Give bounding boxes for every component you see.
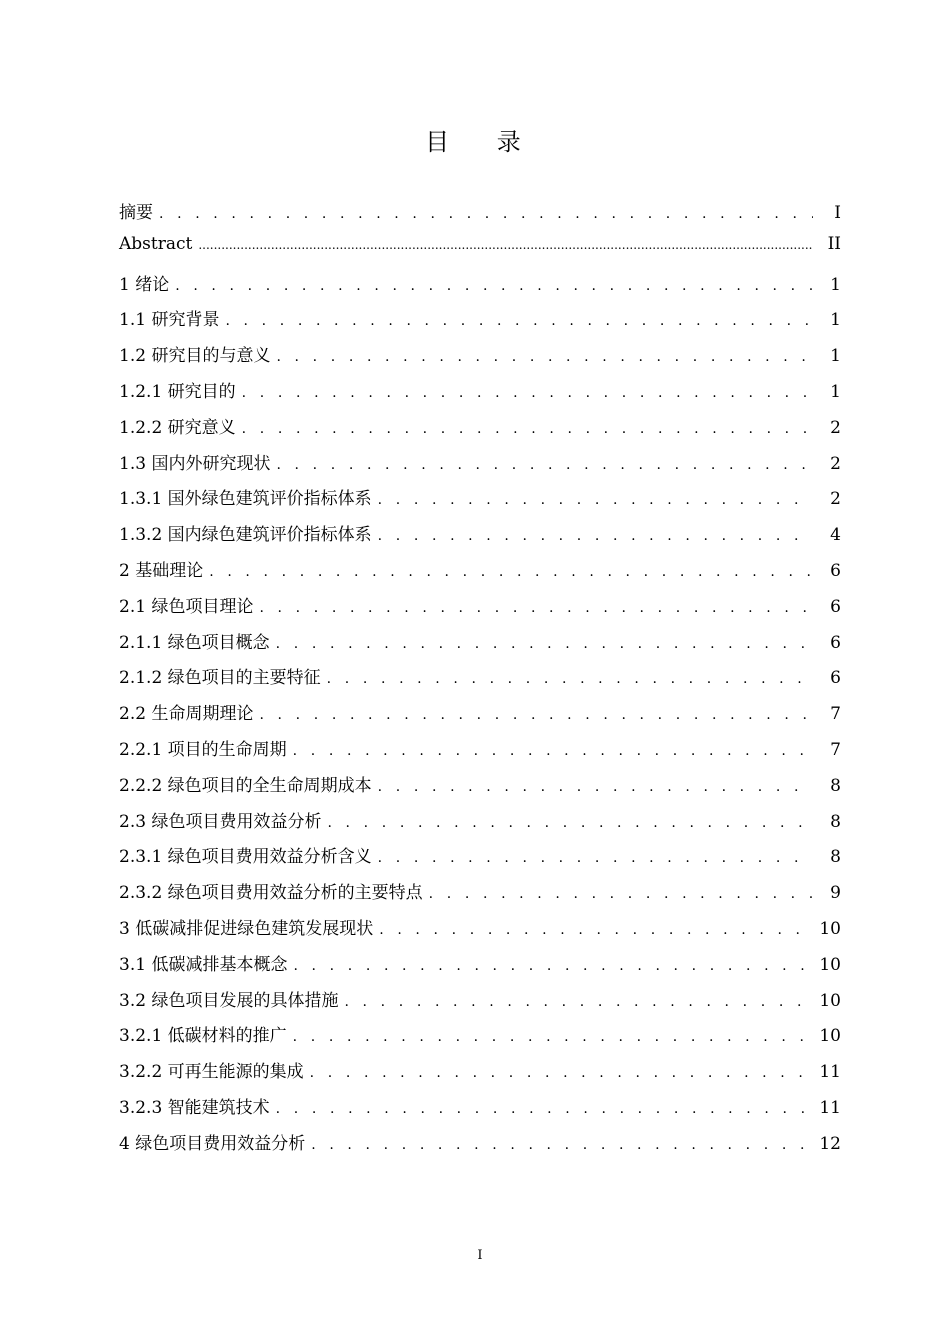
toc-entry[interactable]: [119, 1093, 841, 1129]
toc-dot-leader: [378, 779, 813, 795]
toc-entry-label: 3 低碳减排促进绿色建筑发展现状: [119, 918, 374, 939]
toc-entry[interactable]: [119, 377, 841, 413]
toc-entry-label: 4 绿色项目费用效益分析: [119, 1133, 306, 1154]
toc-entry-page-number: 1: [830, 346, 841, 367]
toc-dot-leader: [276, 457, 813, 473]
toc-dot-leader: [242, 385, 813, 401]
toc-dot-leader: [242, 421, 813, 437]
toc-entry[interactable]: [119, 305, 841, 341]
toc-entry[interactable]: [119, 842, 841, 878]
toc-entry-label: 1.3.2 国内绿色建筑评价指标体系: [119, 525, 372, 546]
toc-entry[interactable]: [119, 914, 841, 950]
toc-entry-label: 1.2.2 研究意义: [119, 417, 236, 438]
toc-dot-leader: [293, 958, 813, 974]
toc-dot-leader: [209, 564, 813, 580]
toc-entry[interactable]: [119, 735, 841, 771]
toc-dot-leader: [379, 922, 813, 938]
toc-dot-leader: [259, 600, 813, 616]
toc-entry-label: 2.2.2 绿色项目的全生命周期成本: [119, 775, 372, 796]
toc-dot-leader: [378, 528, 813, 544]
toc-entry-page-number: II: [827, 233, 841, 254]
toc-entry[interactable]: [119, 484, 841, 520]
toc-entry-page-number: 8: [830, 847, 841, 868]
toc-entry[interactable]: [119, 1129, 841, 1165]
toc-entry[interactable]: [119, 449, 841, 485]
toc-entry[interactable]: [119, 807, 841, 843]
toc-entry-page-number: 10: [819, 990, 841, 1011]
toc-entry-label: 3.2.1 低碳材料的推广: [119, 1026, 287, 1047]
toc-dot-leader: [198, 238, 813, 252]
toc-entry-page-number: 8: [830, 775, 841, 796]
toc-dot-leader: [378, 850, 813, 866]
toc-entry[interactable]: [119, 270, 841, 306]
toc-entry-label: 1.1 研究背景: [119, 310, 220, 331]
toc-entry[interactable]: [119, 341, 841, 377]
toc-dot-leader: [344, 994, 813, 1010]
toc-dot-leader: [276, 1101, 813, 1117]
toc-entry-page-number: 2: [830, 453, 841, 474]
page-title: 目 录: [425, 128, 541, 156]
toc-entry[interactable]: [119, 413, 841, 449]
toc-entry-label: Abstract: [119, 233, 193, 254]
toc-entry-label: 2.3 绿色项目费用效益分析: [119, 811, 322, 832]
toc-entry-label: 2.2.1 项目的生命周期: [119, 739, 287, 760]
toc-entry-page-number: 1: [830, 381, 841, 402]
toc-dot-leader: [310, 1065, 813, 1081]
toc-entry[interactable]: [119, 878, 841, 914]
toc-dot-leader: [293, 1029, 813, 1045]
toc-entry[interactable]: [119, 986, 841, 1022]
toc-entry[interactable]: [119, 592, 841, 628]
toc-entry-page-number: 1: [830, 310, 841, 331]
toc-entry-label: 2.3.1 绿色项目费用效益分析含义: [119, 847, 372, 868]
toc-entry-label: 摘要: [119, 203, 153, 223]
toc-entry-page-number: 6: [830, 632, 841, 653]
toc-dot-leader: [429, 886, 813, 902]
toc-entry[interactable]: [119, 556, 841, 592]
toc-entry-page-number: 4: [830, 525, 841, 546]
toc-entry-label: 3.1 低碳减排基本概念: [119, 954, 288, 975]
toc-dot-leader: [259, 707, 813, 723]
toc-dot-leader: [293, 743, 813, 759]
toc-dot-leader: [327, 671, 813, 687]
toc-entry-label: 1.3 国内外研究现状: [119, 453, 271, 474]
toc-entry-label: 2.1.1 绿色项目概念: [119, 632, 270, 653]
toc-dot-leader: [276, 349, 813, 365]
toc-dot-leader: [276, 636, 813, 652]
toc-entry-label: 2.1.2 绿色项目的主要特征: [119, 668, 321, 689]
toc-entry-page-number: 1: [830, 274, 841, 295]
toc-dot-leader: [159, 206, 813, 222]
toc-entry-label: 1 绪论: [119, 274, 170, 295]
toc-entry-label: 2.3.2 绿色项目费用效益分析的主要特点: [119, 883, 423, 904]
toc-entry-page-number: 6: [830, 596, 841, 617]
toc-entry[interactable]: [119, 1021, 841, 1057]
toc-entry-label: 2.1 绿色项目理论: [119, 596, 254, 617]
toc-entry-page-number: 10: [819, 918, 841, 939]
toc-entry[interactable]: [119, 198, 841, 234]
toc-entry-label: 2.2 生命周期理论: [119, 704, 254, 725]
toc-entry-label: 3.2 绿色项目发展的具体措施: [119, 990, 339, 1011]
toc-entry-page-number: 12: [819, 1133, 841, 1154]
toc-entry[interactable]: [119, 950, 841, 986]
toc-entry-label: 1.3.1 国外绿色建筑评价指标体系: [119, 489, 372, 510]
page-number-footer: I: [477, 1248, 483, 1263]
toc-entry-label: 3.2.3 智能建筑技术: [119, 1097, 270, 1118]
toc-entry-page-number: 10: [819, 954, 841, 975]
toc-entry-label: 3.2.2 可再生能源的集成: [119, 1062, 304, 1083]
toc-entry-page-number: 6: [830, 560, 841, 581]
toc-entry-page-number: 6: [830, 668, 841, 689]
toc-dot-leader: [311, 1137, 813, 1153]
toc-entry-page-number: 7: [830, 704, 841, 725]
toc-entry-page-number: 8: [830, 811, 841, 832]
toc-entry-label: 2 基础理论: [119, 560, 204, 581]
toc-entry[interactable]: [119, 1057, 841, 1093]
toc-entry-page-number: 9: [830, 883, 841, 904]
toc-dot-leader: [225, 313, 813, 329]
toc-entry[interactable]: [119, 771, 841, 807]
toc-entry[interactable]: [119, 520, 841, 556]
toc-entry[interactable]: [119, 234, 841, 270]
toc-dot-leader: [378, 492, 813, 508]
toc-entry-page-number: 2: [830, 489, 841, 510]
toc-entry-page-number: 10: [819, 1026, 841, 1047]
toc-entry[interactable]: [119, 699, 841, 735]
toc-dot-leader: [327, 815, 813, 831]
toc-entry-page-number: 7: [830, 739, 841, 760]
toc-entry-page-number: I: [834, 203, 841, 223]
toc-entry[interactable]: [119, 628, 841, 664]
table-of-contents: [119, 198, 841, 1165]
toc-dot-leader: [175, 278, 813, 294]
toc-entry-page-number: 2: [830, 417, 841, 438]
toc-entry-page-number: 11: [819, 1097, 841, 1118]
toc-entry-label: 1.2 研究目的与意义: [119, 346, 271, 367]
toc-entry[interactable]: [119, 663, 841, 699]
toc-entry-page-number: 11: [819, 1062, 841, 1083]
toc-entry-label: 1.2.1 研究目的: [119, 381, 236, 402]
